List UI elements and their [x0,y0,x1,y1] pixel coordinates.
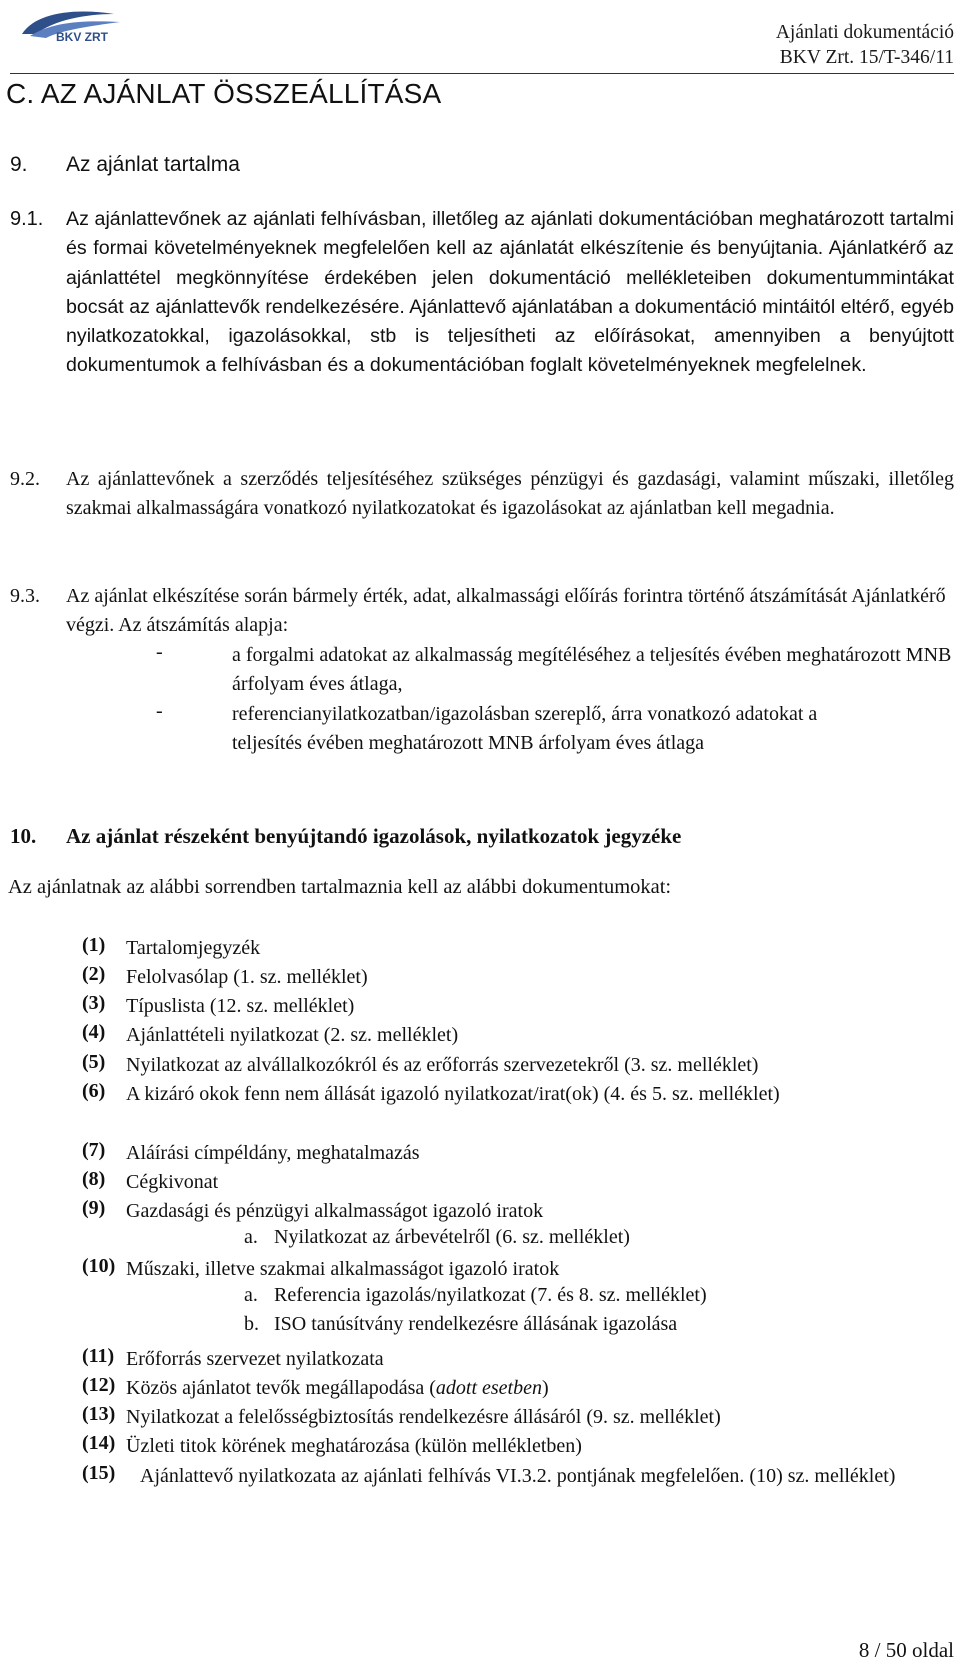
sub-item-letter: a. [244,1226,258,1248]
list-item: Gazdasági és pénzügyi alkalmasságot igazoló iratok [126,1200,544,1222]
list-item-num: (14) [82,1432,116,1454]
list-item-num: (8) [82,1168,106,1190]
list-item-italic: adott esetben [435,1377,542,1399]
para-9-1 [66,205,954,381]
list-item: Aláírási címpéldány, meghatalmazás [126,1142,420,1164]
list-item-num: (6) [82,1080,106,1102]
list-item: Nyilatkozat az alvállalkozókról és az erőforrás szervezetekről (3. sz. melléklet) [126,1054,759,1076]
section-9-number: 9. [10,153,28,176]
list-item-num: (15) [82,1462,116,1484]
list-item: Műszaki, illetve szakmai alkalmasságot igazoló iratok [126,1258,560,1280]
sub-item: ISO tanúsítvány rendelkezésre állásának igazolása [274,1313,678,1335]
bullet-text-2: referencianyilatkozatban/igazolásban szereplő, árra vonatkozó adatokat a teljesítés évében meghatározott MNB árfolyam éves átlaga [232,703,818,755]
doc-reference: BKV Zrt. 15/T-346/11 [779,47,954,68]
sub-item-letter: b. [244,1313,259,1335]
list-item-num: (2) [82,963,106,985]
bkv-logo [16,4,126,44]
list-item: Felolvasólap (1. sz. melléklet) [126,966,368,988]
header-meta [776,20,954,70]
list-item-num: (1) [82,934,106,956]
list-item-main: Közös ajánlatot tevők megállapodása ( [126,1377,436,1399]
list-item-num: (11) [82,1345,115,1367]
list-item-tail: ) [542,1377,549,1399]
list-item: A kizáró okok fenn nem állását igazoló nyilatkozat/irat(ok) (4. és 5. sz. melléklet) [126,1083,780,1105]
list-item-num: (9) [82,1197,106,1219]
para-9-2-number: 9.2. [10,468,40,490]
sub-item-letter: a. [244,1284,258,1306]
list-item: Nyilatkozat a felelősségbiztosítás rendelkezésre állásáról (9. sz. melléklet) [126,1406,721,1428]
para-9-1-part-b: Ajánlatkérő az ajánlattétel megkönnyítése érdekében jelen dokumentáció mellékleteiben dokumentummintákat bocsát az ajánlattevők rendelkezésére. [66,237,954,318]
para-9-2: Az ajánlattevőnek a szerződés teljesítéséhez szükséges pénzügyi és gazdasági, valamint műszaki, illetőleg szakmai alkalmasságára vonatkozó nyilatkozatokat és igazolásokat az ajánlatban kell megadnia. [66,468,954,520]
section-9-title: Az ajánlat tartalma [66,153,240,176]
list-item-num: (4) [82,1021,106,1043]
list-item-num: (7) [82,1139,106,1161]
para-9-1-part-a: Az ajánlattevőnek az ajánlati felhívásban, illetőleg az ajánlati dokumentációban meghatározott tartalmi és formai követelményeknek megfelelően kell az ajánlatát elkészítenie és benyújtania. [66,208,954,260]
para-9-1-part-c: Ajánlattevő ajánlatában a dokumentáció mintáitól eltérő, egyéb nyilatkozatokkal, igazolásokkal, stb is teljesítheti az előírásokat, amennyiben a benyújtott dokumentumok a felhívásban és a dokumentációban foglalt követelményeknek megfelelnek. [66,295,954,377]
list-item: Tartalomjegyzék [126,937,261,959]
list-item-num: (12) [82,1374,116,1396]
sub-item: Referencia igazolás/nyilatkozat (7. és 8. sz. melléklet) [274,1284,707,1306]
para-9-3-number: 9.3. [10,585,40,607]
para-9-1-number: 9.1. [10,208,44,230]
list-item: Erőforrás szervezet nyilatkozata [126,1348,384,1370]
section-10-intro: Az ajánlatnak az alábbi sorrendben tartalmaznia kell az alábbi dokumentumokat: [8,876,672,898]
list-item: Cégkivonat [126,1171,219,1193]
chapter-title: C. AZ AJÁNLAT ÖSSZEÁLLÍTÁSA [6,78,442,109]
bullet-dash-1: - [156,641,163,663]
list-item [126,1374,549,1403]
list-item-num: (5) [82,1051,106,1073]
list-item: Ajánlattételi nyilatkozat (2. sz. melléklet) [126,1024,459,1046]
section-10-title: Az ajánlat részeként benyújtandó igazolások, nyilatkozatok jegyzéke [66,824,682,848]
doc-label: Ajánlati dokumentáció [775,22,954,43]
sub-item: Nyilatkozat az árbevételről (6. sz. melléklet) [274,1226,630,1248]
bullet-text-1: a forgalmi adatokat az alkalmasság megítéléséhez a teljesítés évében meghatározott MNB árfolyam éves átlaga, [232,644,952,696]
list-item-num: (3) [82,992,106,1014]
list-item: Típuslista (12. sz. melléklet) [126,995,355,1017]
list-item: Ajánlattevő nyilatkozata az ajánlati felhívás VI.3.2. pontjának megfelelően. (10) sz. melléklet) [140,1465,896,1487]
header-divider [10,73,954,74]
svg-text:BKV ZRT: BKV ZRT [56,30,108,44]
bullet-dash-2: - [156,700,163,722]
list-item: Üzleti titok körének meghatározása (külön mellékletben) [126,1435,582,1457]
list-item-num: (10) [82,1255,116,1277]
page-number: 8 / 50 oldal [858,1638,954,1662]
para-9-3: Az ajánlat elkészítése során bármely érték, adat, alkalmassági előírás forintra történő átszámítását Ajánlatkérő végzi. Az átszámítás alapja: [66,585,946,637]
list-item-num: (13) [82,1403,116,1425]
section-10-number: 10. [10,824,37,848]
